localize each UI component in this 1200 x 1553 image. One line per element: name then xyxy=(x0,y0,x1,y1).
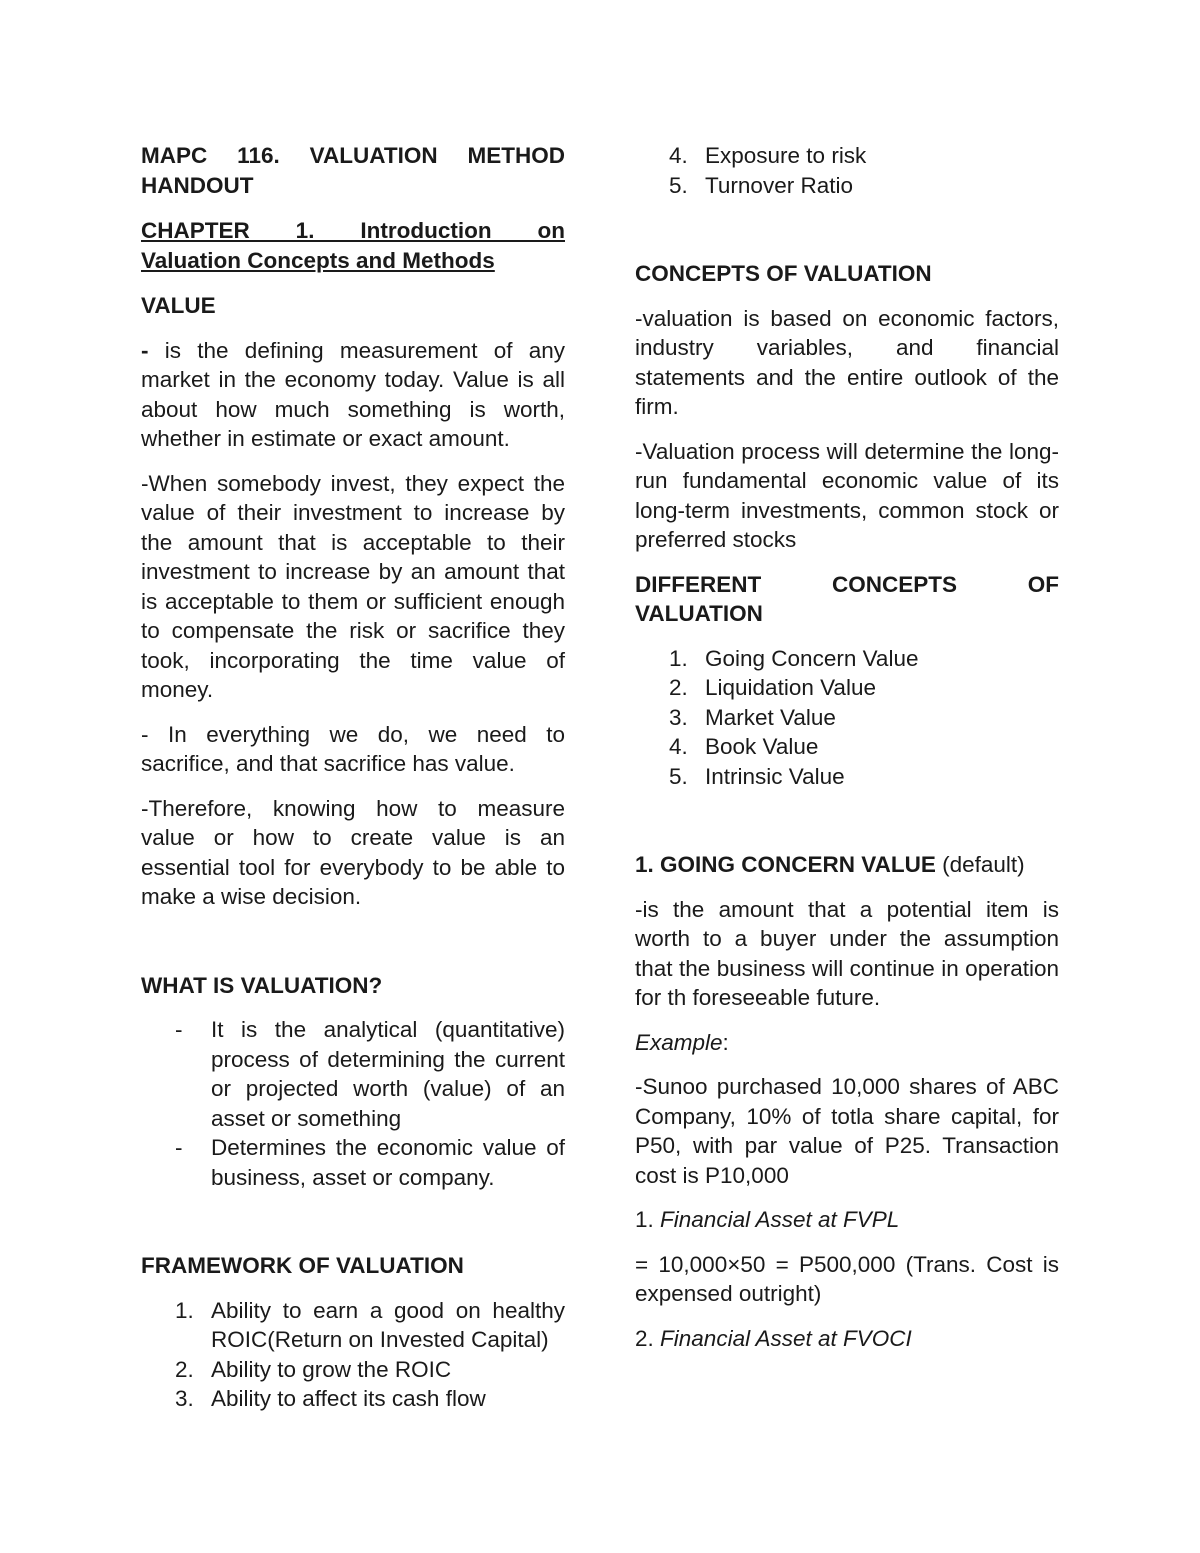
financial-asset-fvpl xyxy=(635,1205,1059,1235)
dash-bullet: - xyxy=(175,1017,183,1042)
list-number: 4. xyxy=(669,734,688,759)
list-item xyxy=(635,171,1059,201)
list-item-text: Exposure to risk xyxy=(705,143,867,168)
list-item-text: Ability to earn a good on healthy ROIC(Return on Invested Capital) xyxy=(211,1297,565,1352)
list-item xyxy=(635,644,1059,674)
list-number: 5. xyxy=(669,763,688,789)
list-item-text: Book Value xyxy=(705,734,819,759)
list-item-text: Determines the economic value of business, asset or company. xyxy=(211,1135,565,1190)
example-label xyxy=(635,1028,1059,1058)
left-column xyxy=(141,141,565,1429)
list-item-text: Ability to affect its cash flow xyxy=(211,1386,486,1411)
list-item xyxy=(635,141,1059,171)
different-concepts-heading-line1: DIFFERENT CONCEPTS OF xyxy=(635,571,1059,597)
list-item-text: Liquidation Value xyxy=(705,675,876,700)
list-item-text: Intrinsic Value xyxy=(705,763,845,789)
list-item-text: Ability to grow the ROIC xyxy=(211,1356,452,1382)
concepts-heading: CONCEPTS OF VALUATION xyxy=(635,261,932,286)
list-number: 3. xyxy=(669,704,688,730)
list-item xyxy=(141,1133,565,1192)
list-number: 5. xyxy=(669,172,688,198)
financial-asset-fvpl-number: 1. xyxy=(635,1207,661,1232)
financial-asset-fvoci-number: 2. xyxy=(635,1325,661,1351)
different-concepts-heading-line2: VALUATION xyxy=(635,601,763,626)
list-item xyxy=(141,1384,565,1414)
right-column xyxy=(635,141,1059,1368)
financial-asset-fvoci xyxy=(635,1324,1059,1354)
list-item xyxy=(141,1355,565,1385)
list-item xyxy=(141,1015,565,1133)
value-paragraph-4: -Therefore, knowing how to measure value or how to create value is an essential tool for everybody to be able to make a wise decision. xyxy=(141,795,565,909)
different-concepts-list xyxy=(635,644,1059,792)
list-number: 4. xyxy=(669,143,688,168)
chapter-heading-line2: Valuation Concepts and Methods xyxy=(141,247,495,273)
example-paragraph: -Sunoo purchased 10,000 shares of ABC Company, 10% of totla share capital, for P50, with par value of P25. Transaction cost is P10,000 xyxy=(635,1074,1059,1188)
financial-asset-fvpl-label: Financial Asset at FVPL xyxy=(660,1207,900,1232)
concepts-paragraph-2: -Valuation process will determine the long-run fundamental economic value of its long-term investments, common stock or preferred stocks xyxy=(635,438,1059,552)
what-is-valuation-heading: WHAT IS VALUATION? xyxy=(141,972,383,998)
value-paragraph-1-text: is the defining measurement of any market in the economy today. Value is all about how much something is worth, whether in estimate or exact amount. xyxy=(141,337,565,451)
chapter-heading xyxy=(141,216,565,275)
chapter-heading-line1: CHAPTER 1. Introduction on xyxy=(141,218,565,243)
list-number: 2. xyxy=(669,675,688,700)
example-label-colon: : xyxy=(722,1029,729,1055)
going-concern-paragraph: -is the amount that a potential item is worth to a buyer under the assumption that the business will continue in operation for th foreseeable future. xyxy=(635,896,1059,1010)
spacer xyxy=(141,927,565,971)
list-item-text: Turnover Ratio xyxy=(705,172,853,198)
example-label-text: Example xyxy=(635,1029,723,1055)
framework-heading: FRAMEWORK OF VALUATION xyxy=(141,1253,464,1278)
concepts-paragraph-1: -valuation is based on economic factors, industry variables, and financial statements and the entire outlook of the firm. xyxy=(635,305,1059,419)
list-number: 1. xyxy=(175,1297,194,1323)
going-concern-heading-suffix: (default) xyxy=(935,852,1025,877)
dash-bullet: - xyxy=(175,1135,183,1160)
financial-asset-fvoci-label: Financial Asset at FVOCI xyxy=(660,1325,912,1351)
value-heading: VALUE xyxy=(141,293,216,318)
what-is-valuation-list xyxy=(141,1015,565,1192)
list-number: 1. xyxy=(669,645,688,671)
going-concern-heading-text: 1. GOING CONCERN VALUE xyxy=(635,852,936,877)
going-concern-heading xyxy=(635,850,1059,880)
value-paragraph-1 xyxy=(141,336,565,454)
value-paragraph-2: -When somebody invest, they expect the value of their investment to increase by the amount that is acceptable to their investment to increase by an amount that is acceptable to them or sufficient enough to compensate the risk or sacrifice they took, incorporating the time value of money. xyxy=(141,470,565,702)
financial-asset-fvpl-calc: = 10,000×50 = P500,000 (Trans. Cost is expensed outright) xyxy=(635,1251,1059,1306)
value-paragraph-3: - In everything we do, we need to sacrifice, and that sacrifice has value. xyxy=(141,721,565,776)
list-item xyxy=(141,1296,565,1355)
framework-list xyxy=(141,1296,565,1414)
framework-list-continued xyxy=(635,141,1059,200)
list-item-text: It is the analytical (quantitative) process of determining the current or projected worth (value) of an asset or something xyxy=(211,1017,565,1131)
list-number: 2. xyxy=(175,1356,194,1382)
list-item xyxy=(635,732,1059,762)
list-item-text: Market Value xyxy=(705,704,836,730)
list-item xyxy=(635,762,1059,792)
different-concepts-heading xyxy=(635,570,1059,629)
spacer xyxy=(141,1207,565,1251)
list-number: 3. xyxy=(175,1386,194,1411)
spacer xyxy=(635,806,1059,850)
document-title: MAPC 116. VALUATION METHOD HANDOUT xyxy=(141,143,565,198)
list-item xyxy=(635,673,1059,703)
list-item-text: Going Concern Value xyxy=(705,645,919,671)
spacer xyxy=(635,215,1059,259)
value-dash: - xyxy=(141,337,149,363)
list-item xyxy=(635,703,1059,733)
